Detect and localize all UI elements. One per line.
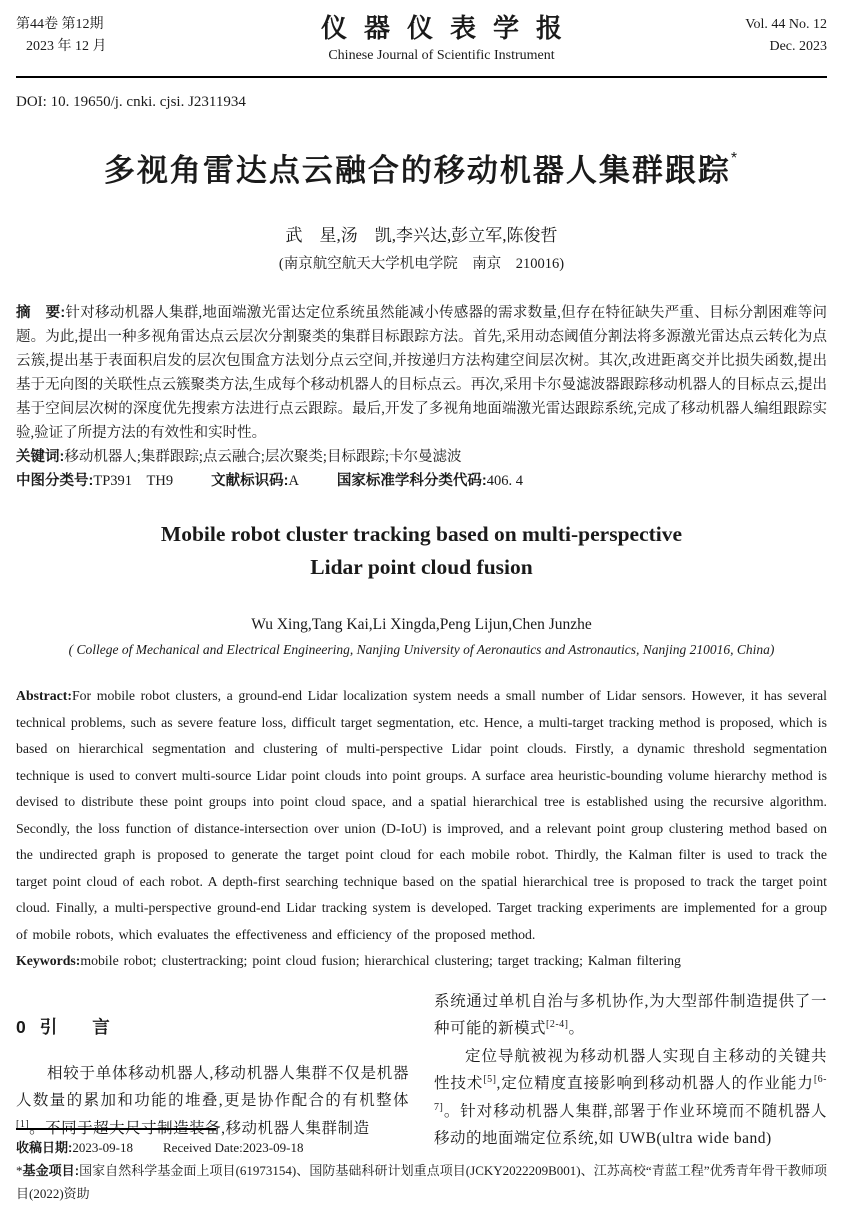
received-value-cn: 2023-09-18 [72, 1140, 134, 1155]
header-left [16, 14, 186, 67]
journal-header [16, 14, 827, 78]
intro-right-text: 系统通过单机自治与多机协作,为大型部件制造提供了一种可能的新模式 [434, 992, 827, 1037]
intro-paragraph-right-1 [434, 988, 827, 1043]
intro-right2-text: 定位导航被视为移动机器人实现自主移动的关键共性技术 [434, 1047, 827, 1092]
section-heading-introduction [16, 1015, 409, 1039]
title-footnote-marker: * [730, 150, 740, 167]
keywords-cn-label: 关键词: [16, 449, 65, 465]
received-value-en: 2023-09-18 [242, 1140, 304, 1155]
footnote-rule [16, 1128, 216, 1130]
section-number: 0 [16, 1016, 26, 1037]
header-center [186, 14, 697, 67]
keywords-cn-text: 移动机器人;集群跟踪;点云融合;层次聚类;目标跟踪;卡尔曼滤波 [64, 449, 462, 465]
keywords-en [16, 948, 827, 975]
funding-marker: * [16, 1163, 23, 1178]
date-cn: 2023 年 12 月 [26, 39, 107, 54]
section-title: 引 言 [39, 1016, 110, 1037]
keywords-en-label: Keywords: [16, 953, 81, 968]
paper-title-en [16, 518, 827, 584]
received-label-en: Received Date: [163, 1140, 243, 1155]
national-standard-label: 国家标准学科分类代码: [336, 473, 487, 489]
national-standard-value: 406. 4 [486, 473, 523, 489]
intro-right-text-cont: 。 [568, 1020, 585, 1037]
authors-en: Wu Xing,Tang Kai,Li Xingda,Peng Lijun,Chen Junzhe [251, 616, 592, 633]
date-en: Dec. 2023 [769, 39, 827, 54]
citation-ref-6-7: [6-7] [434, 1073, 827, 1113]
keywords-cn [16, 445, 827, 469]
intro-left-text: 相较于单体移动机器人,移动机器人集群不仅是机器人数量的累加和功能的堆叠,更是协作配合的有机整体 [16, 1064, 409, 1109]
funding-line [16, 1159, 827, 1205]
abstract-cn-label: 摘 要: [16, 305, 66, 321]
received-label-cn: 收稿日期: [16, 1140, 73, 1155]
intro-left-text-cont: 。不同于超大尺寸制造装备,移动机器人集群制造 [29, 1119, 370, 1137]
affiliation-cn: (南京航空航天大学机电学院 南京 210016) [278, 256, 565, 272]
document-code-value: A [288, 473, 299, 489]
volume-issue-en: Vol. 44 No. 12 [745, 17, 827, 32]
clc-label: 中图分类号: [16, 473, 94, 489]
affiliation-en: ( College of Mechanical and Electrical Engineering, Nanjing University of Aeronautics and Astronautics, Nanjing 210016, China) [68, 642, 775, 657]
paper-title-en-line1: Mobile robot cluster tracking based on multi-perspective [160, 522, 683, 546]
funding-text: 国家自然科学基金面上项目(61973154)、国防基础科研计划重点项目(JCKY2022209B001)、江苏高校“青蓝工程”优秀青年骨干教师项目(2022)资助 [16, 1163, 827, 1201]
document-code-label: 文献标识码: [211, 473, 289, 489]
clc-line [16, 469, 827, 494]
doi-line: DOI: 10. 19650/j. cnki. cjsi. J2311934 [16, 94, 246, 110]
paper-title-cn-text: 多视角雷达点云融合的移动机器人集群跟踪 [103, 153, 731, 188]
abstract-en-label: Abstract: [16, 688, 72, 703]
abstract-en [16, 683, 827, 948]
intro-right2-text-cont: ,定位精度直接影响到移动机器人的作业能力 [496, 1075, 814, 1092]
intro-right2-text-end: 。针对移动机器人集群,部署于作业环境而不随机器人移动的地面端定位系统,如 UWB(ultra wide band) [434, 1102, 827, 1147]
funding-label: 基金项目: [22, 1163, 80, 1178]
header-right [697, 14, 827, 67]
volume-issue-cn: 第44卷 第12期 [16, 17, 104, 32]
journal-title-en: Chinese Journal of Scientific Instrument [328, 48, 555, 63]
page-footnote [16, 1128, 827, 1205]
abstract-en-text: For mobile robot clusters, a ground-end Lidar localization system needs a small number of Lidar sensors. However, it has several technical problems, such as severe feature loss, difficult target segmentation, etc. Hence, a multi-target tracking method is proposed, which is based on hierarchical segmentation and clustering of multi-perspective Lidar point clouds. Firstly, a dynamic threshold segmentation technique is used to convert multi-source Lidar point clouds into point groups. A surface area heuristic-bounding volume hierarchy method is devised to distribute these point groups into point cloud space, and a spatial hierarchical tree is established using the recursive algorithm. Secondly, the loss function of distance-intersection over union (D-IoU) is improved, and a relevant point group clustering method based on the undirected graph is proposed to generate the target point cloud for each mobile robot. Thirdly, the Kalman filter is used to track the target point cloud of each robot. A depth-first searching technique based on the spatial hierarchical tree is proposed to track the target point cloud. Finally, a multi-perspective ground-end Lidar tracking system is developed. Target tracking experiments are implemented for a group of mobile robots, which evaluates the effectiveness and efficiency of the proposed method. [16, 688, 827, 942]
received-date-line [16, 1136, 827, 1159]
citation-ref-5: [5] [483, 1073, 497, 1085]
clc-value: TP391 TH9 [93, 473, 174, 489]
abstract-cn [16, 301, 827, 445]
authors-cn: 武 星,汤 凯,李兴达,彭立军,陈俊哲 [285, 226, 558, 245]
citation-ref-2-4: [2-4] [546, 1018, 569, 1030]
paper-title-cn [16, 151, 827, 191]
citation-ref-1: [1] [16, 1118, 30, 1130]
paper-title-en-line2: Lidar point cloud fusion [310, 555, 533, 579]
keywords-en-text: mobile robot; clustertracking; point cloud fusion; hierarchical clustering; target tracking; Kalman filtering [80, 953, 681, 968]
journal-title-cn: 仪器仪表学报 [320, 14, 579, 43]
abstract-cn-text: 针对移动机器人集群,地面端激光雷达定位系统虽然能减小传感器的需求数量,但存在特征缺失严重、目标分割困难等问题。为此,提出一种多视角雷达点云层次分割聚类的集群目标跟踪方法。首先,采用动态阈值分割法将多源激光雷达点云转化为点云簇,提出基于表面积启发的层次包围盒方法划分点云空间,并按递归方法构建空间层次树。其次,改进距离交并比损失函数,提出基于无向图的关联性点云簇聚类方法,生成每个移动机器人的目标点云。再次,采用卡尔曼滤波器跟踪移动机器人的目标点云,提出基于空间层次树的深度优先搜索方法进行点云跟踪。最后,开发了多视角地面端激光雷达跟踪系统,完成了移动机器人编组跟踪实验,验证了所提方法的有效性和实时性。 [16, 305, 827, 441]
